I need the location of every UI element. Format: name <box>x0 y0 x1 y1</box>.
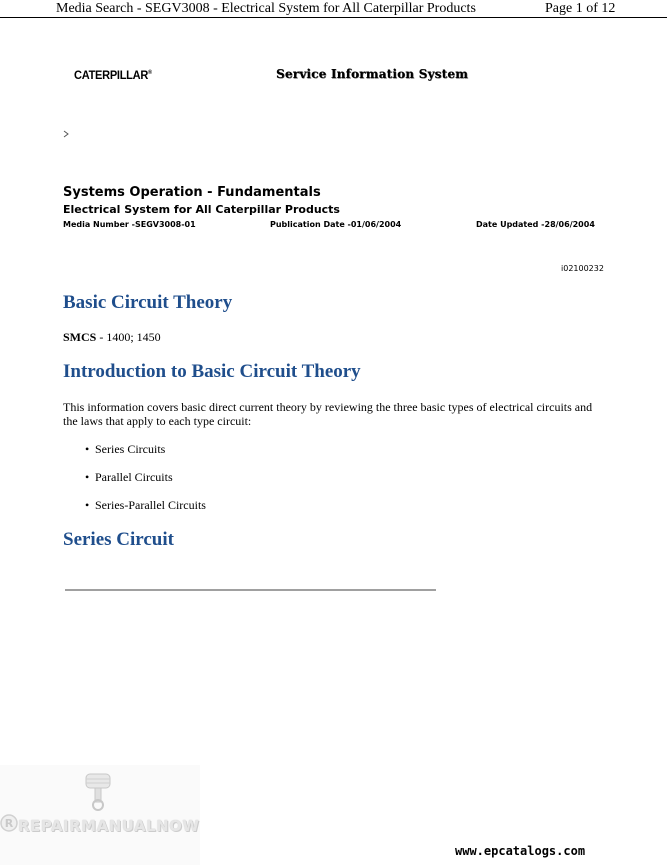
list-item-label: Series-Parallel Circuits <box>95 498 206 512</box>
intro-heading: Introduction to Basic Circuit Theory <box>63 361 361 382</box>
bullet-icon: • <box>85 498 90 512</box>
system-title: Service Information System <box>276 67 469 81</box>
page-number: Page 1 of 12 <box>545 1 616 16</box>
registered-mark: ® <box>148 70 152 76</box>
bullet-icon: • <box>85 442 90 456</box>
caterpillar-logo <box>74 68 152 82</box>
list-item-label: Series Circuits <box>95 442 166 456</box>
list-item-label: Parallel Circuits <box>95 470 173 484</box>
smcs-line <box>63 330 161 345</box>
list-item <box>85 442 165 457</box>
smcs-label: SMCS <box>63 330 97 344</box>
date-updated: Date Updated -28/06/2004 <box>476 220 595 229</box>
doc-heading: Systems Operation - Fundamentals <box>63 185 321 200</box>
intro-paragraph: This information covers basic direct current theory by reviewing the three basic types of electrical circuits and the laws that apply to each type circuit: <box>63 400 593 428</box>
header-divider <box>0 17 667 18</box>
figure-divider <box>65 589 436 591</box>
logo-text: CATERPILLAR <box>74 68 149 82</box>
doc-subheading: Electrical System for All Caterpillar Products <box>63 203 340 216</box>
svg-text:R: R <box>4 817 14 830</box>
piston-icon <box>80 772 116 812</box>
smcs-value: - 1400; 1450 <box>96 330 161 344</box>
doc-id: i02100232 <box>561 264 604 273</box>
page-header-title: Media Search - SEGV3008 - Electrical System for All Caterpillar Products <box>56 1 476 16</box>
series-circuit-heading: Series Circuit <box>63 529 174 550</box>
section-title: Basic Circuit Theory <box>63 292 233 313</box>
website-link[interactable]: www.epcatalogs.com <box>455 844 586 858</box>
media-number: Media Number -SEGV3008-01 <box>63 220 196 229</box>
list-item <box>85 498 206 513</box>
repair-logo-icon <box>0 814 18 832</box>
watermark-text: REPAIRMANUALNOW <box>18 817 200 835</box>
bullet-icon: • <box>85 470 90 484</box>
small-arrow-icon <box>63 130 69 138</box>
publication-date: Publication Date -01/06/2004 <box>270 220 402 229</box>
list-item <box>85 470 173 485</box>
